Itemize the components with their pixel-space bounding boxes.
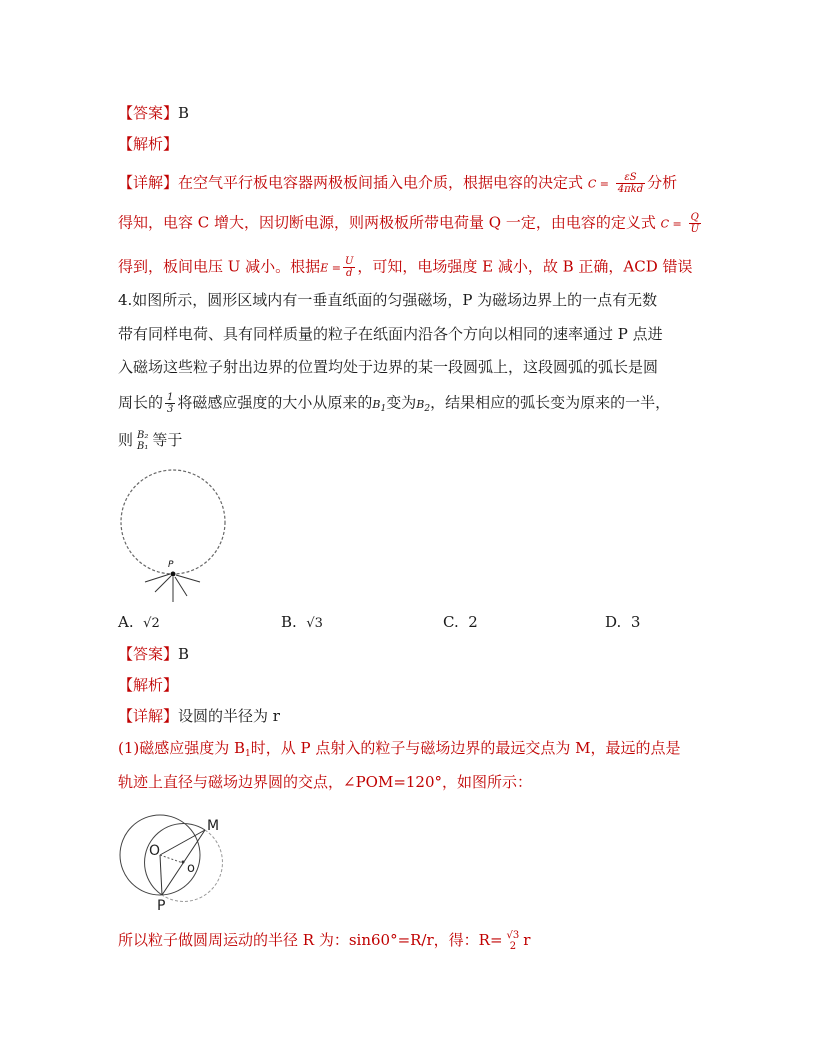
magnetic-field-figure xyxy=(110,466,240,606)
cap-def-lhs: C = xyxy=(660,217,682,231)
answer-value: B xyxy=(178,104,190,122)
solution-line-1: (1)磁感应强度为 $B_1$时，从 P 点射入的粒子与磁场边界的最远交点为 M，最远的点是 xyxy=(118,739,681,759)
answer-tag: 【答案】 xyxy=(118,104,179,122)
q4-text-5a: 则 xyxy=(118,431,134,449)
detail-text-3a: 得到，板间电压 U 减小。根据 xyxy=(118,257,321,276)
trajectory-arc-solid xyxy=(145,824,205,895)
q4-line-5 xyxy=(118,430,182,452)
option-d[interactable]: D. 3 xyxy=(605,613,641,631)
detail-line-3 xyxy=(118,256,693,279)
b1-symbol: $B_1$ xyxy=(372,397,387,414)
e-fraction: $\frac{U}{d}$ xyxy=(344,256,354,279)
velocity-arrows xyxy=(145,574,200,602)
label-p: P xyxy=(157,898,166,914)
q4-line-4 xyxy=(118,392,670,419)
q4-line-2: 带有同样电荷、具有同样质量的粒子在纸面内沿各个方向以相同的速率通过 P 点进 xyxy=(118,325,663,343)
answer-line xyxy=(118,103,189,123)
option-b[interactable]: B. √3 xyxy=(281,613,323,631)
q4-detail-text: 设圆的半径为 r xyxy=(178,707,280,725)
label-O: O xyxy=(149,843,161,859)
cap-det-lhs: C = xyxy=(587,177,609,191)
option-c[interactable]: C. 2 xyxy=(443,613,478,631)
cap-def-fraction: $\frac{Q}{U}$ xyxy=(690,212,699,235)
analysis-tag: 【解析】 xyxy=(118,135,179,153)
b2-symbol: $B_2$ xyxy=(416,397,431,414)
detail-text-3b: ，可知，电场强度 E 减小，故 B 正确，ACD 错误 xyxy=(357,257,693,276)
label-m: M xyxy=(207,818,220,834)
point-p-dot xyxy=(171,572,176,577)
solution-line-2: 轨迹上直径与磁场边界圆的交点，∠POM=120°，如图所示： xyxy=(118,773,533,791)
q4-line-1: 4.如图所示，圆形区域内有一垂直纸面的匀强磁场，P 为磁场边界上的一点有无数 xyxy=(118,291,658,309)
detail-line-2 xyxy=(118,212,703,235)
q4-text-4a: 周长的 xyxy=(118,393,164,412)
detail-text-1: 在空气平行板电容器两极板间插入电介质，根据电容的决定式 xyxy=(178,173,584,192)
q4-text-5b: 等于 xyxy=(152,431,183,449)
point-p-label: P xyxy=(168,560,174,570)
solution-line-3: 所以粒子做圆周运动的半径 R 为：sin60°=R/r，得：R= √3 2 r xyxy=(118,930,531,952)
cap-det-fraction: $\frac{\varepsilon S}{\text{4πkd}}$ xyxy=(617,172,644,195)
field-boundary-circle xyxy=(121,470,225,574)
q4-text-4c: 变为 xyxy=(386,393,417,412)
q4-text-4d: ，结果相应的弧长变为原来的一半， xyxy=(430,393,671,412)
detail-text-1-end: 分析 xyxy=(647,173,678,192)
q4-answer-value: B xyxy=(178,645,190,663)
q4-detail-line xyxy=(118,706,280,726)
detail-tag: 【详解】 xyxy=(118,173,179,192)
q4-answer-tag: 【答案】 xyxy=(118,645,179,663)
detail-line-1 xyxy=(118,172,677,195)
e-lhs: E = xyxy=(320,261,341,275)
q4-answer-line xyxy=(118,644,189,664)
center-link xyxy=(160,855,183,863)
sqrt3-over-2-fraction: √3 2 xyxy=(506,930,520,952)
one-third-fraction: $\frac{1}{3}$ xyxy=(167,392,174,415)
q4-text-4b: 将磁感应强度的大小从原来的 xyxy=(177,393,373,412)
trajectory-figure xyxy=(115,808,245,914)
option-a[interactable]: A. √2 xyxy=(118,613,160,631)
radius-op xyxy=(160,855,162,895)
q4-detail-tag: 【详解】 xyxy=(118,707,179,725)
b-ratio-fraction: B₂ B₁ xyxy=(137,430,149,452)
center-o-dot xyxy=(182,861,185,864)
label-o: o xyxy=(187,861,195,876)
q4-analysis-tag: 【解析】 xyxy=(118,676,179,694)
detail-text-2: 得知，电容 C 增大，因切断电源，则两极板所带电荷量 Q 一定，由电容的定义式 xyxy=(118,213,656,232)
q4-line-3: 入磁场这些粒子射出边界的位置均处于边界的某一段圆弧上，这段圆弧的弧长是圆 xyxy=(118,358,659,376)
